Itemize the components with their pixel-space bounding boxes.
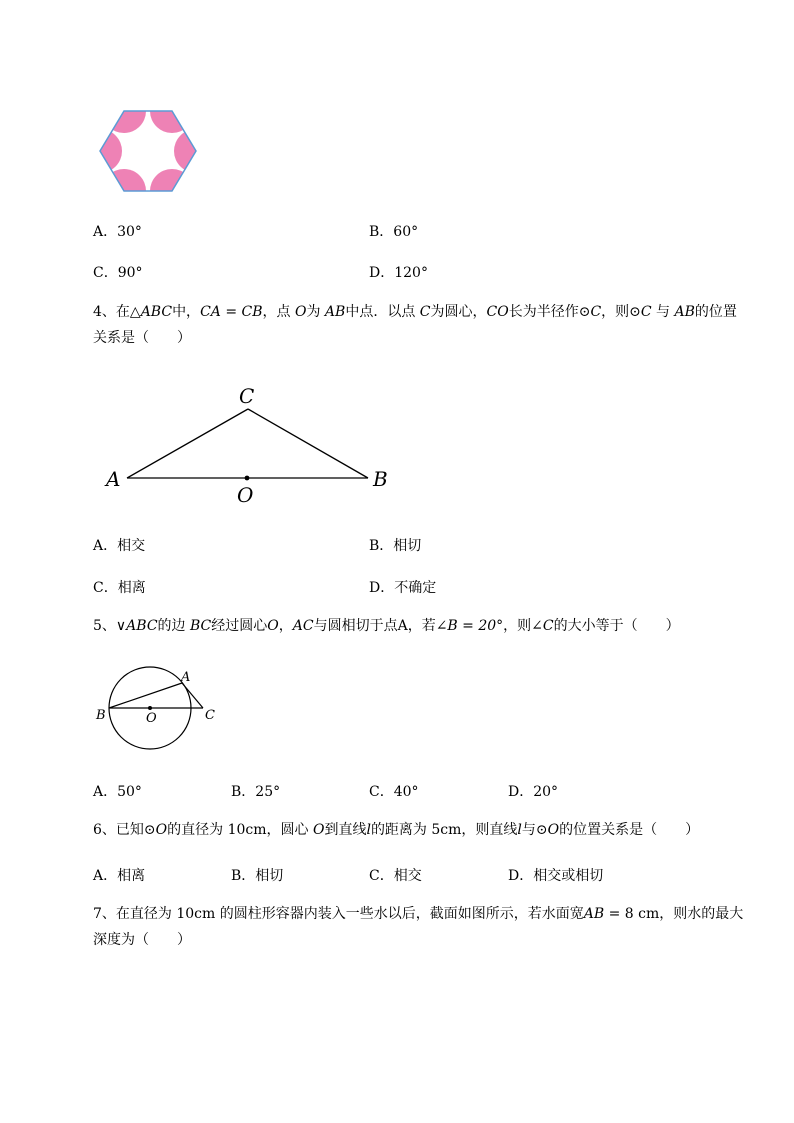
label-o: O	[146, 711, 157, 726]
triangle-abc-figure	[100, 380, 400, 510]
label-b: B	[96, 708, 106, 723]
q5-option-d: D．20°	[508, 784, 559, 800]
q4-option-a: A．相交	[93, 538, 146, 554]
q3-option-a: A．30°	[93, 224, 142, 240]
q3-option-b: B．60°	[369, 224, 419, 240]
q4-option-b: B．相切	[369, 538, 422, 554]
q6-option-b: B．相切	[231, 868, 284, 884]
label-c: C	[239, 384, 255, 408]
label-o: O	[237, 483, 254, 507]
q5-option-b: B．25°	[231, 784, 281, 800]
q6-option-a: A．相离	[93, 868, 146, 884]
label-c: C	[205, 708, 215, 723]
label-a: A	[106, 467, 121, 491]
q6-option-c: C．相交	[369, 868, 422, 884]
q3-option-c: C．90°	[93, 265, 143, 281]
q4-question: 4、在△ABC中，CA = CB，点 O为 AB中点．以点 C为圆心，CO长为半径作⊙C，则⊙C 与 AB的位置 关系是（ ）	[93, 304, 737, 346]
q4-option-d: D．不确定	[369, 580, 437, 596]
q4-option-c: C．相离	[93, 580, 146, 596]
q3-option-d: D．120°	[369, 265, 428, 281]
circle-tangent-figure	[92, 662, 222, 762]
label-b: B	[373, 467, 388, 491]
q6-option-d: D．相交或相切	[508, 868, 604, 884]
q5-option-c: C．40°	[369, 784, 419, 800]
q7-question: 7、在直径为 10cm 的圆柱形容器内装入一些水以后，截面如图所示，若水面宽AB = 8 cm，则水的最大 深度为（ ）	[93, 906, 744, 948]
q6-question: 6、已知⊙O的直径为 10cm，圆心 O到直线l的距离为 5cm，则直线l与⊙O的位置关系是（ ）	[93, 822, 700, 838]
hexagon-petal-figure	[98, 108, 200, 194]
q5-question: 5、∨ABC的边 BC经过圆心O，AC与圆相切于点A，若∠B = 20°，则∠C的大小等于（ ）	[93, 618, 680, 634]
q5-option-a: A．50°	[93, 784, 142, 800]
label-a: A	[181, 670, 191, 685]
